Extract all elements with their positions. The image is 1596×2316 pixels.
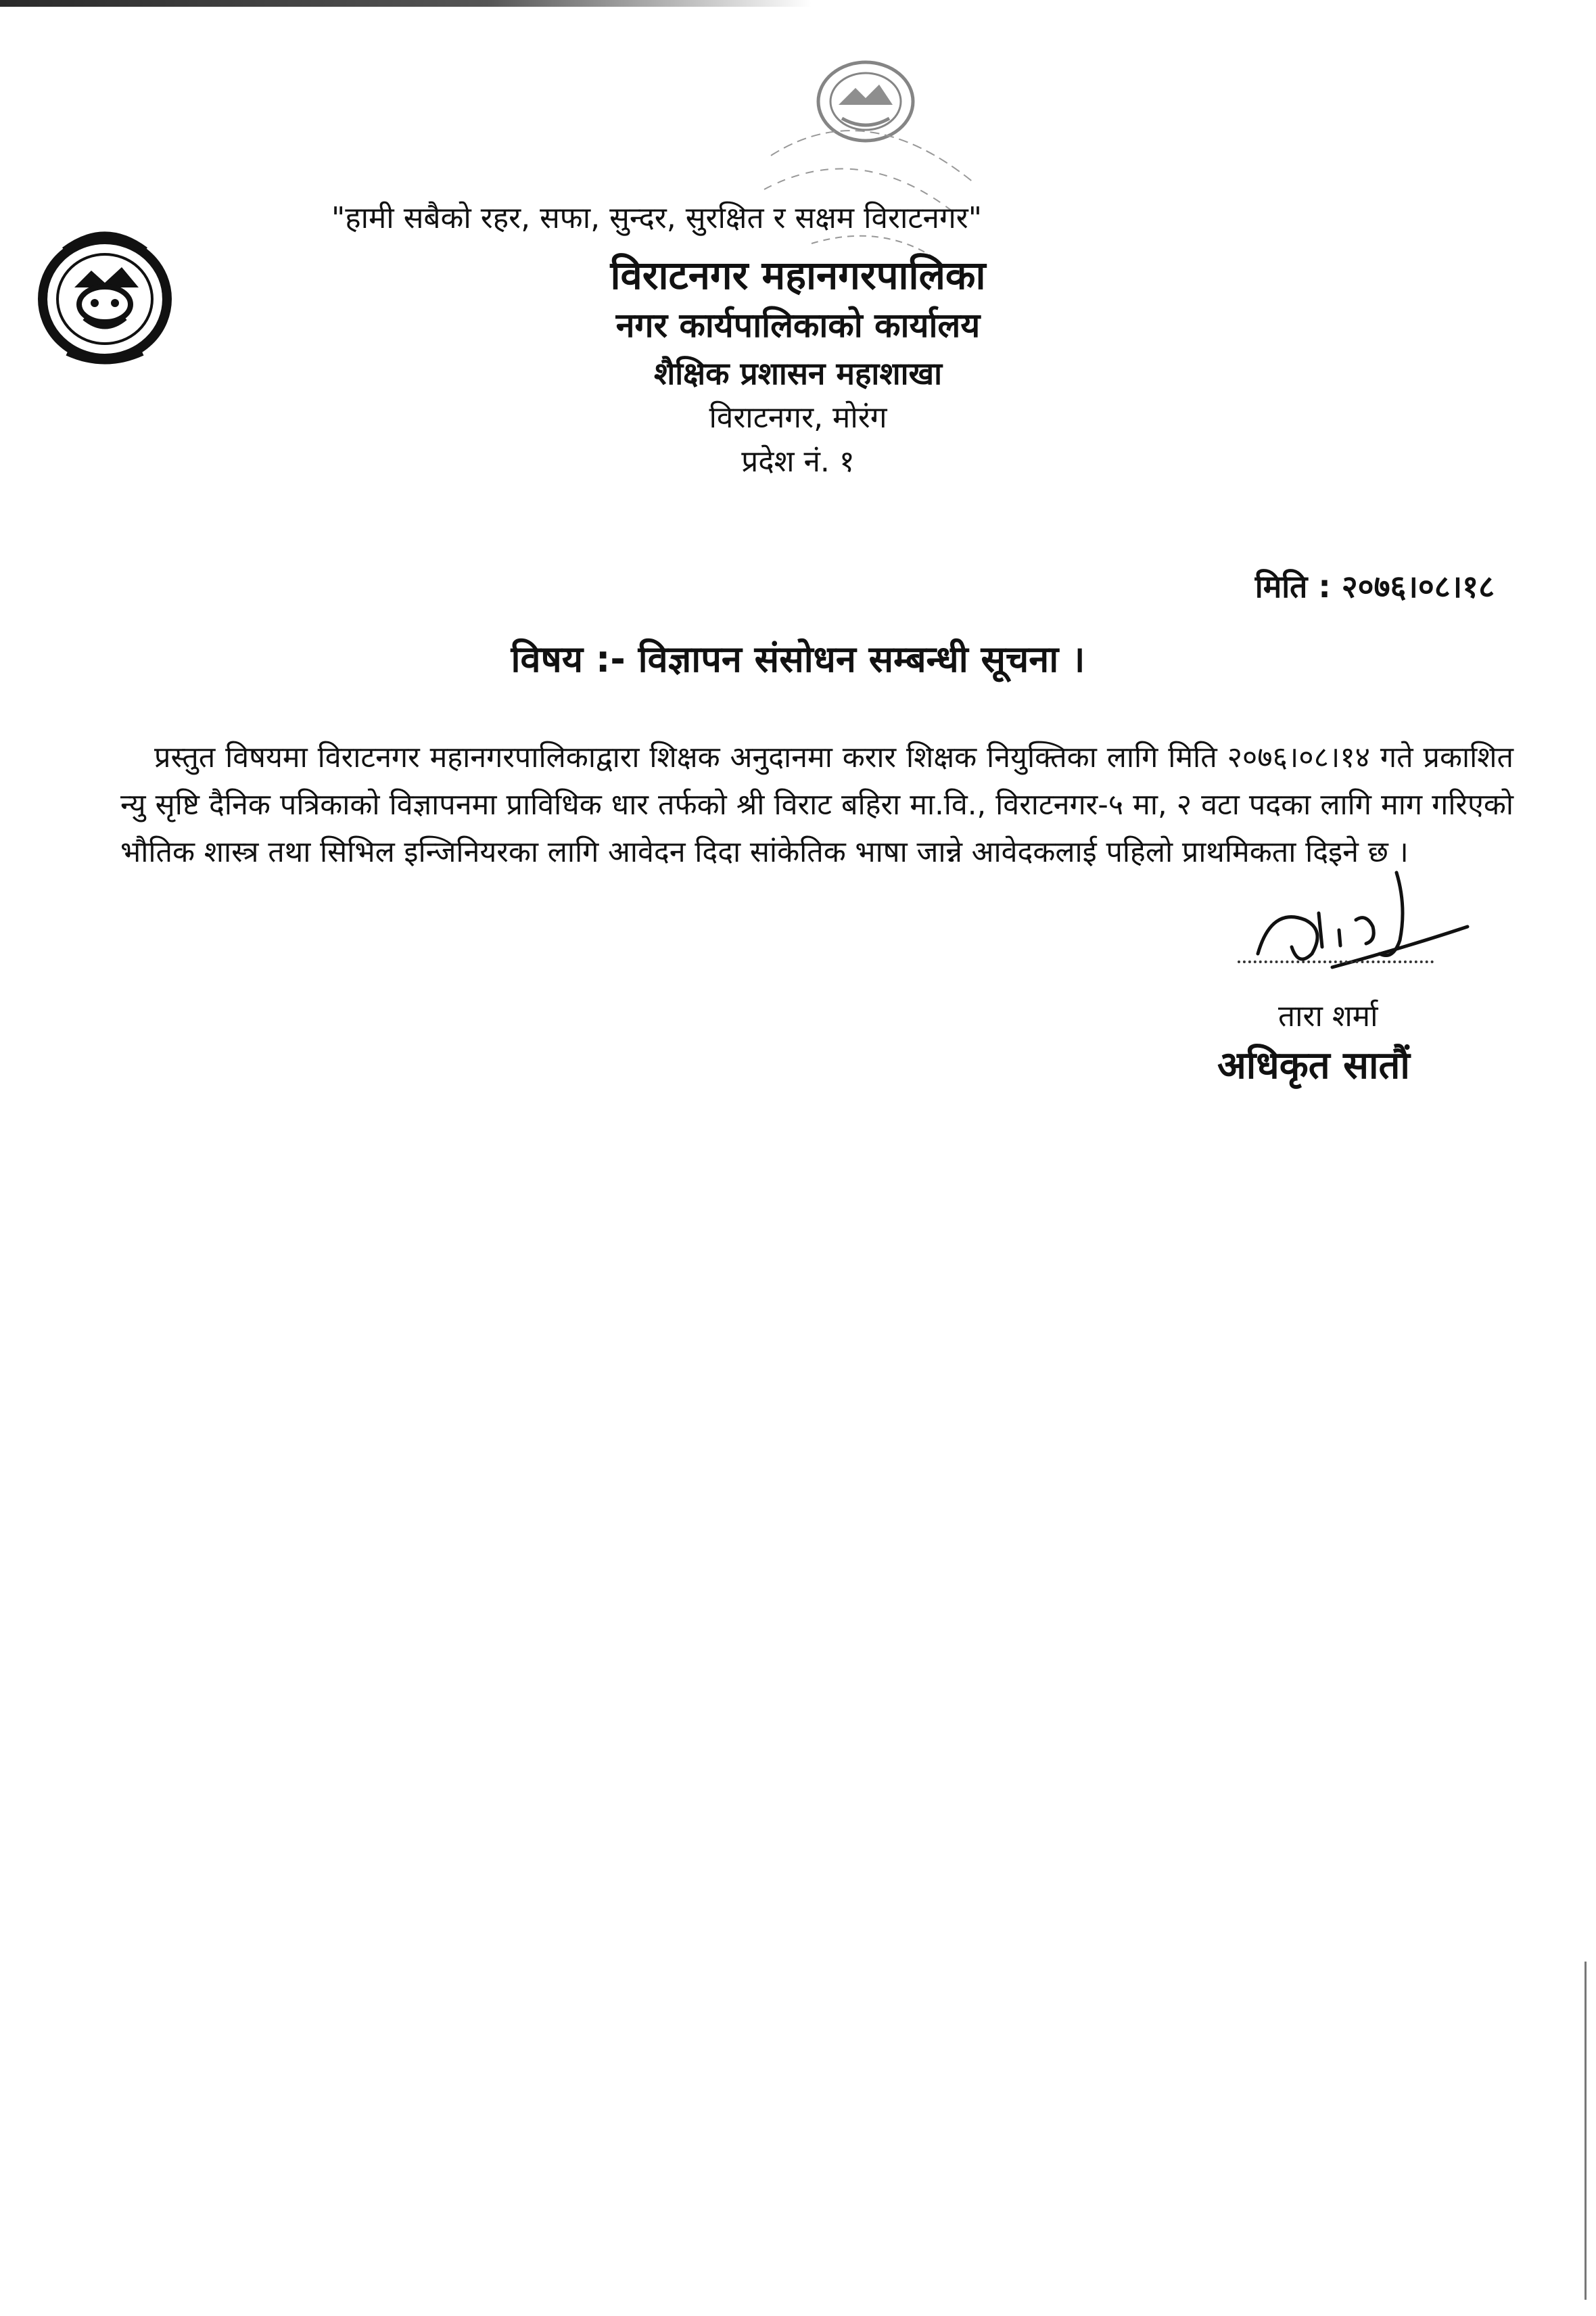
notice-subject: विषय :- विज्ञापन संसोधन सम्बन्धी सूचना । [511,638,1085,680]
scan-edge-right [1585,1962,1587,2300]
office-stamp-icon [730,54,1014,271]
scan-edge-top [0,0,812,7]
division-name: शैक्षिक प्रशासन महाशाखा [653,355,943,392]
signatory-title: अधिकृत सातौं [1217,1044,1410,1088]
signature-line [1238,960,1434,963]
municipal-slogan: "हामी सबैको रहर, सफा, सुन्दर, सुरक्षित र सक्षम विराटनगर" [331,201,982,235]
signatory-name: तारा शर्मा [1278,999,1378,1034]
handwritten-signature-icon [1231,866,1488,1001]
office-name: नगर कार्यपालिकाको कार्यालय [615,306,981,345]
notice-date: मिति : २०७६।०८।१८ [1254,568,1495,605]
notice-body: प्रस्तुत विषयमा विराटनगर महानगरपालिकाद्वारा शिक्षक अनुदानमा करार शिक्षक नियुक्तिका लागि मिति २०७६।०८।१४ गते प्रकाशित न्यु सृष्टि दैनिक पत्रिकाको विज्ञापनमा प्राविधिक धार तर्फको श्री विराट बहिरा मा.वि., विराटनगर-५ मा, २ वटा पदका लागि माग गरिएको भौतिक शास्त्र तथा सिभिल इन्जिनियरका लागि आवेदन दिदा सांकेतिक भाषा जान्ने आवेदकलाई पहिलो प्राथमिकता दिइने छ । [120,741,1513,869]
province-line: प्रदेश नं. १ [741,444,855,479]
org-name: विराटनगर महानगरपालिका [610,252,986,298]
office-address: विराटनगर, मोरंग [709,400,887,435]
